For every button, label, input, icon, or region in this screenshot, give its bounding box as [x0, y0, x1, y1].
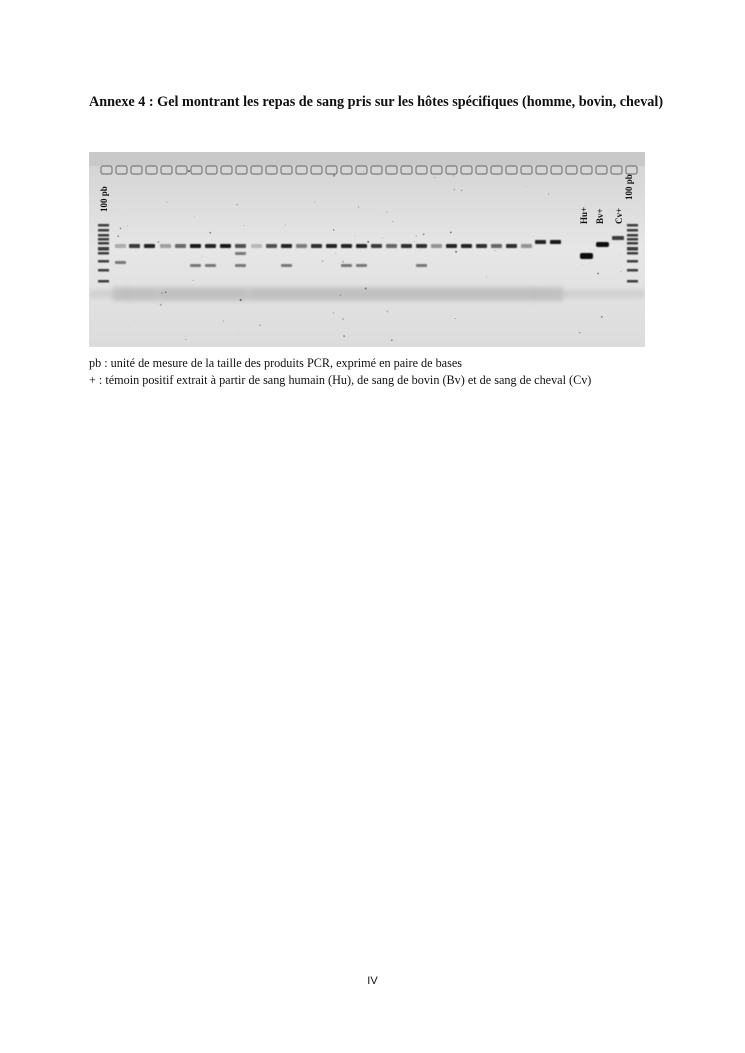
gel-speck — [120, 228, 121, 229]
control-label-hu: Hu+ — [579, 206, 589, 224]
sample-band — [535, 240, 546, 244]
ladder-band-left — [98, 238, 109, 241]
gel-image — [89, 152, 645, 347]
sample-band — [129, 244, 140, 248]
gel-speck — [333, 312, 334, 313]
gel-speck — [127, 225, 128, 226]
gel-speck — [342, 260, 344, 262]
gel-speck — [533, 236, 534, 237]
sample-band-secondary — [205, 264, 216, 267]
gel-speck — [243, 225, 244, 226]
gel-speck — [193, 280, 194, 281]
gel-speck — [461, 190, 463, 192]
gel-background — [89, 152, 645, 347]
gel-speck — [236, 204, 238, 206]
ladder-label-right: 100 pb — [624, 174, 634, 200]
gel-speck — [238, 334, 239, 335]
gel-speck — [333, 174, 335, 176]
gel-speck — [355, 236, 356, 237]
ladder-band-left — [98, 242, 109, 245]
ladder-band-right — [627, 280, 638, 283]
gel-speck — [396, 166, 397, 167]
sample-band — [506, 244, 517, 248]
sample-band-secondary — [416, 264, 427, 267]
gel-speck — [455, 318, 456, 319]
gel-speck — [365, 287, 367, 289]
sample-band-secondary — [356, 264, 367, 267]
gel-speck — [601, 316, 603, 318]
gel-speck — [285, 225, 286, 226]
gel-speck — [579, 332, 580, 333]
sample-band — [431, 244, 442, 248]
figure-caption — [89, 355, 709, 389]
gel-speck — [185, 339, 186, 340]
gel-speck — [526, 186, 527, 187]
gel-speck — [367, 241, 369, 243]
gel-speck — [160, 304, 162, 306]
ladder-band-right — [627, 260, 638, 263]
sample-band — [341, 244, 352, 248]
sample-band — [115, 244, 126, 248]
sample-band — [266, 244, 277, 248]
page-number: IV — [367, 975, 378, 987]
gel-smear — [89, 287, 645, 301]
gel-speck — [597, 272, 599, 274]
gel-top-edge — [89, 152, 645, 166]
gel-speck — [343, 335, 345, 337]
sample-band-secondary — [341, 264, 352, 267]
caption-line-controls: + : témoin positif extrait à partir de sang humain (Hu), de sang de bovin (Bv) et de sang de cheval (Cv) — [89, 373, 592, 387]
sample-band-secondary — [281, 264, 292, 267]
ladder-band-left — [98, 252, 109, 255]
sample-band — [144, 244, 155, 248]
control-band-hu — [580, 253, 593, 259]
sample-band — [386, 244, 397, 248]
sample-band — [371, 244, 382, 248]
gel-speck — [416, 235, 417, 236]
ladder-band-left — [98, 234, 109, 237]
gel-speck — [223, 320, 224, 321]
gel-speck — [161, 292, 163, 294]
gel-speck — [188, 170, 190, 172]
sample-band-secondary — [235, 252, 246, 255]
gel-speck — [392, 221, 393, 222]
ladder-band-left — [98, 229, 109, 232]
ladder-band-right — [627, 252, 638, 255]
gel-speck — [342, 318, 344, 320]
gel-speck — [453, 175, 455, 177]
control-label-bv: Bv+ — [595, 208, 605, 224]
sample-band — [175, 244, 186, 248]
gel-speck — [386, 310, 388, 312]
gel-speck — [453, 189, 455, 191]
gel-speck — [450, 232, 452, 234]
ladder-band-left — [98, 280, 109, 283]
gel-speck — [414, 241, 415, 242]
gel-speck — [240, 299, 242, 301]
gel-speck — [387, 212, 388, 213]
annex-heading: Annexe 4 : Gel montrant les repas de sang pris sur les hôtes spécifiques (homme, bovin, cheval) — [89, 94, 664, 110]
ladder-band-right — [627, 224, 638, 227]
gel-speck — [340, 294, 341, 295]
control-band-cv — [612, 236, 624, 240]
sample-band — [281, 244, 292, 248]
gel-speck — [361, 263, 362, 264]
ladder-band-left — [98, 224, 109, 227]
gel-speck — [194, 216, 195, 217]
gel-speck — [382, 237, 383, 238]
control-band-bv — [596, 242, 609, 247]
ladder-band-left — [98, 247, 109, 251]
gel-speck — [273, 167, 274, 168]
ladder-band-left — [98, 269, 109, 272]
sample-band-secondary — [235, 264, 246, 267]
gel-speck — [391, 339, 393, 341]
gel-speck — [423, 233, 425, 235]
sample-band — [235, 244, 246, 248]
ladder-band-right — [627, 229, 638, 232]
gel-speck — [486, 277, 487, 278]
sample-band — [205, 244, 216, 248]
ladder-label-left: 100 pb — [99, 186, 109, 212]
sample-band — [251, 244, 262, 248]
gel-speck — [165, 291, 167, 293]
sample-band — [190, 244, 201, 248]
ladder-band-right — [627, 247, 638, 251]
sample-band — [311, 244, 322, 248]
gel-speck — [322, 260, 324, 262]
gel-speck — [583, 264, 584, 265]
gel-speck — [244, 267, 245, 268]
gel-speck — [157, 241, 159, 243]
gel-speck — [619, 254, 620, 255]
gel-speck — [620, 271, 621, 272]
gel-speck — [363, 171, 364, 172]
sample-band — [461, 244, 472, 248]
sample-band — [550, 240, 561, 244]
gel-speck — [209, 232, 211, 234]
gel-speck — [117, 235, 119, 237]
sample-band — [416, 244, 427, 248]
ladder-band-right — [627, 242, 638, 245]
gel-speck — [494, 250, 495, 251]
smear-strip — [89, 290, 645, 298]
gel-speck — [134, 320, 135, 321]
gel-speck — [435, 177, 436, 178]
gel-speck — [166, 202, 167, 203]
ladder-band-right — [627, 269, 638, 272]
gel-speck — [455, 251, 457, 253]
ladder-band-right — [627, 238, 638, 241]
sample-band — [296, 244, 307, 248]
gel-speck — [358, 206, 359, 207]
sample-band — [491, 244, 502, 248]
sample-band — [401, 244, 412, 248]
sample-band — [446, 244, 457, 248]
sample-band — [326, 244, 337, 248]
sample-band — [476, 244, 487, 248]
ladder-band-left — [98, 260, 109, 263]
caption-line-pb: pb : unité de mesure de la taille des produits PCR, exprimé en paire de bases — [89, 356, 462, 370]
gel-speck — [259, 325, 261, 327]
gel-speck — [202, 256, 203, 257]
gel-speck — [184, 168, 185, 169]
gel-speck — [335, 253, 336, 254]
sample-band — [521, 244, 532, 248]
sample-band-secondary — [115, 261, 126, 264]
gel-speck — [548, 193, 549, 194]
ladder-band-right — [627, 234, 638, 237]
sample-band — [220, 244, 231, 248]
sample-band — [160, 244, 171, 248]
gel-speck — [314, 202, 315, 203]
control-label-cv: Cv+ — [614, 207, 624, 224]
gel-speck — [333, 229, 335, 231]
sample-band-secondary — [190, 264, 201, 267]
sample-band — [356, 244, 367, 248]
